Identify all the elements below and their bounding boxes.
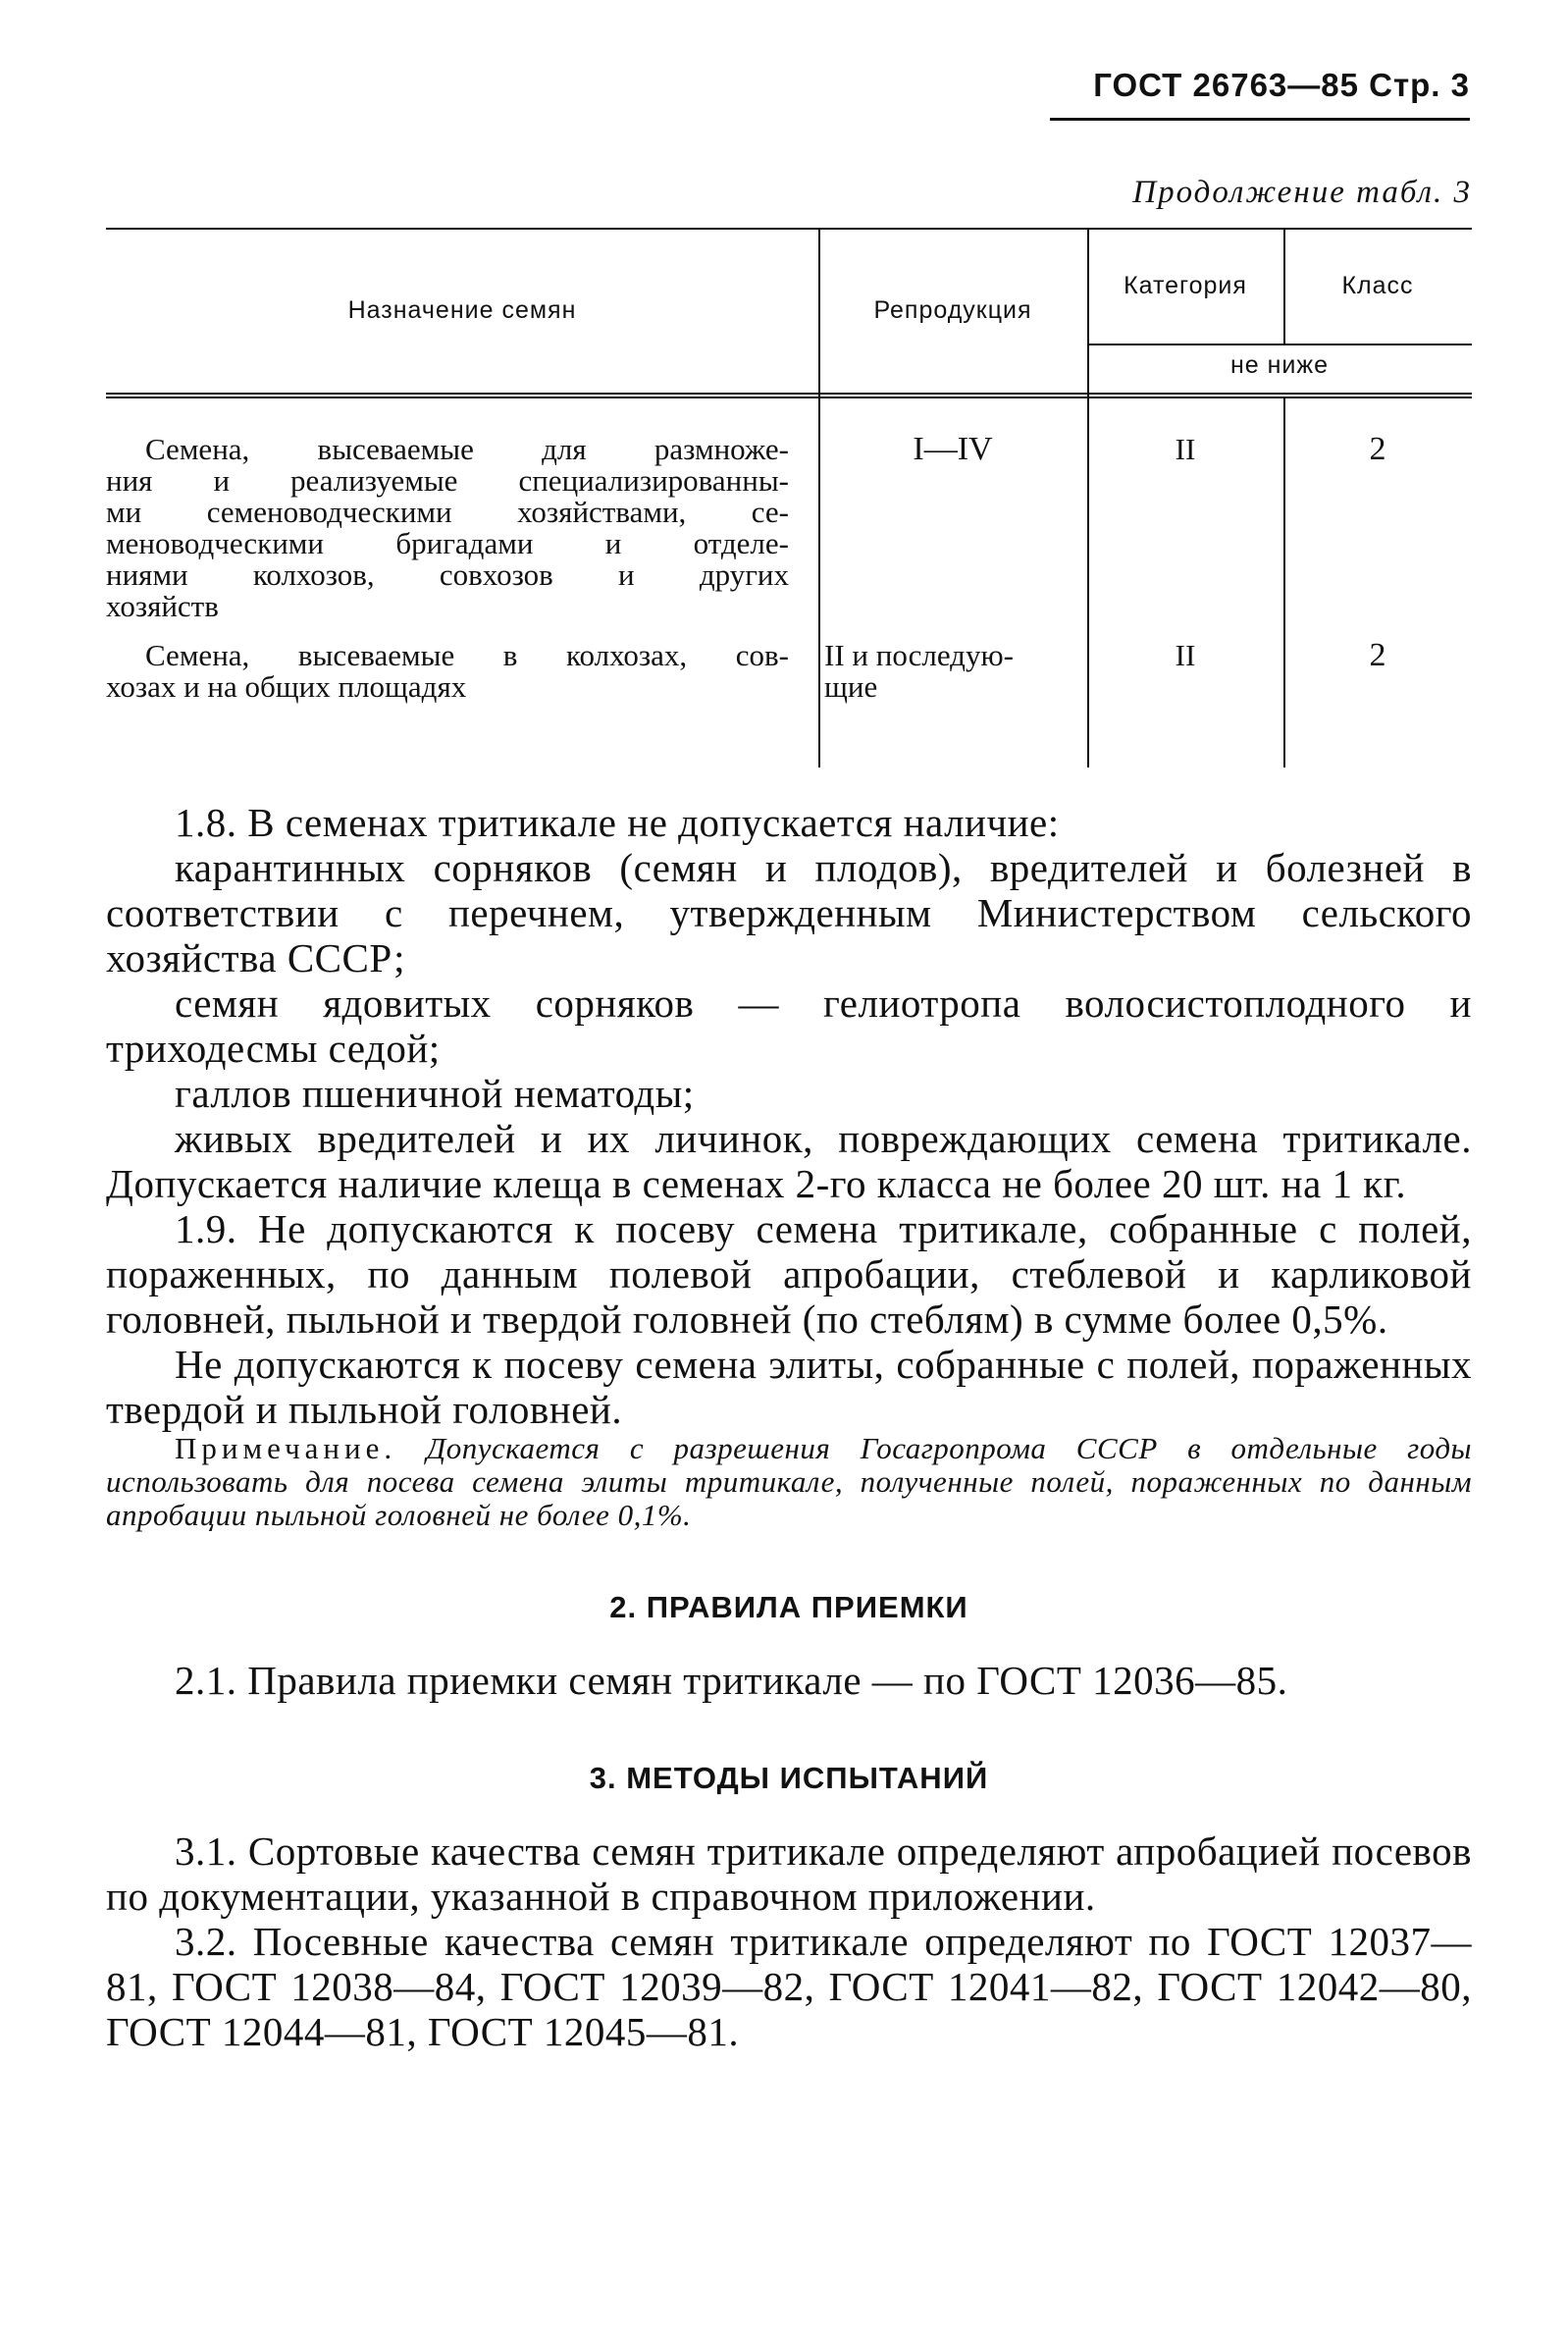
note — [106, 1432, 1472, 1532]
document-body — [106, 800, 1472, 2054]
header-purpose: Назначение семян — [347, 296, 577, 324]
row1-category: II — [1175, 432, 1196, 466]
page-header: ГОСТ 26763—85 Стр. 3 — [1050, 67, 1470, 121]
row1-purpose-line: хозяйств — [106, 589, 219, 623]
paragraph-1-8-c: галлов пшеничной нематоды; — [175, 1071, 695, 1116]
row2-reproduction-line: II и последую- — [824, 638, 1014, 672]
paragraph-1-8-b: семян ядовитых сорняков — гелиотропа волосистоплодного и триходесмы седой; — [106, 980, 1472, 1071]
paragraph-3-1: 3.1. Сортовые качества семян тритикале определяют апробацией посевов по документации, указанной в справочном приложении. — [106, 1828, 1472, 1919]
row1-reproduction: I—IV — [913, 431, 993, 467]
paragraph-1-8-a: карантинных сорняков (семян и плодов), вредителей и болезней в соответствии с перечнем, утвержденным Министерством сельского хозяйства СССР; — [106, 845, 1472, 980]
table-caption: Продолжение табл. 3 — [1132, 175, 1472, 210]
section-3-title: 3. МЕТОДЫ ИСПЫТАНИЙ — [589, 1761, 989, 1795]
row1-purpose-line: ния и реализуемые специализированны- — [106, 463, 789, 498]
paragraph-1-9: 1.9. Не допускаются к посеву семена тритикале, собранные с полей, пораженных, по данным полевой апробации, стеблевой и карликовой головней, пыльной и твердой головней (по стеблям) в сумме более 0,5%. — [106, 1206, 1472, 1342]
header-bottom-rule-2 — [106, 397, 1472, 398]
row2-reproduction-line: щие — [824, 669, 878, 704]
row2-purpose-line: хозах и на общих площадях — [106, 669, 467, 704]
row2-class: 2 — [1369, 637, 1386, 673]
note-text: Допускается с разрешения Госагропрома СССР в отдельные годы использовать для посева семена элиты тритикале, полученные полей, пораженных по данным апробации пыльной головней не более 0,1%. — [106, 1431, 1473, 1532]
header-category: Категория — [1124, 272, 1247, 299]
table-top-rule — [106, 228, 1472, 230]
row1-purpose-line: меноводческими бригадами и отделе- — [106, 526, 789, 560]
paragraph-2-1: 2.1. Правила приемки семян тритикале — по ГОСТ 12036—85. — [175, 1658, 1288, 1703]
paragraph-3-2: 3.2. Посевные качества семян тритикале определяют по ГОСТ 12037—81, ГОСТ 12038—84, ГОСТ 12039—82, ГОСТ 12041—82, ГОСТ 12042—80, ГОСТ 12044—81, ГОСТ 12045—81. — [106, 1919, 1472, 2054]
header-not-lower: не ниже — [1229, 351, 1330, 379]
col-divider-2 — [1087, 228, 1089, 768]
header-class: Класс — [1341, 272, 1414, 299]
row1-class: 2 — [1369, 431, 1386, 467]
row1-purpose-line: ниями колхозов, совхозов и других — [106, 557, 789, 592]
header-subrule — [1087, 344, 1472, 345]
header-bottom-rule — [106, 393, 1472, 395]
section-2-title: 2. ПРАВИЛА ПРИЕМКИ — [609, 1590, 968, 1624]
paragraph-1-8: 1.8. В семенах тритикале не допускается наличие: — [175, 800, 1060, 845]
note-label: Примечание. — [175, 1431, 397, 1465]
paragraph-1-9-b: Не допускаются к посеву семена элиты, собранные с полей, пораженных твердой и пыльной головней. — [106, 1342, 1472, 1432]
header-reproduction: Репродукция — [873, 296, 1032, 324]
row2-category: II — [1175, 638, 1196, 672]
row1-purpose-line: ми семеноводческими хозяйствами, се- — [106, 495, 789, 529]
row2-purpose-line: Семена, высеваемые в колхозах, сов- — [145, 638, 789, 672]
seed-table — [106, 228, 1472, 768]
row1-purpose-line: Семена, высеваемые для размноже- — [145, 432, 789, 466]
paragraph-1-8-d: живых вредителей и их личинок, повреждающих семена тритикале. Допускается наличие клеща в семенах 2-го класса не более 20 шт. на 1 кг. — [106, 1116, 1472, 1206]
